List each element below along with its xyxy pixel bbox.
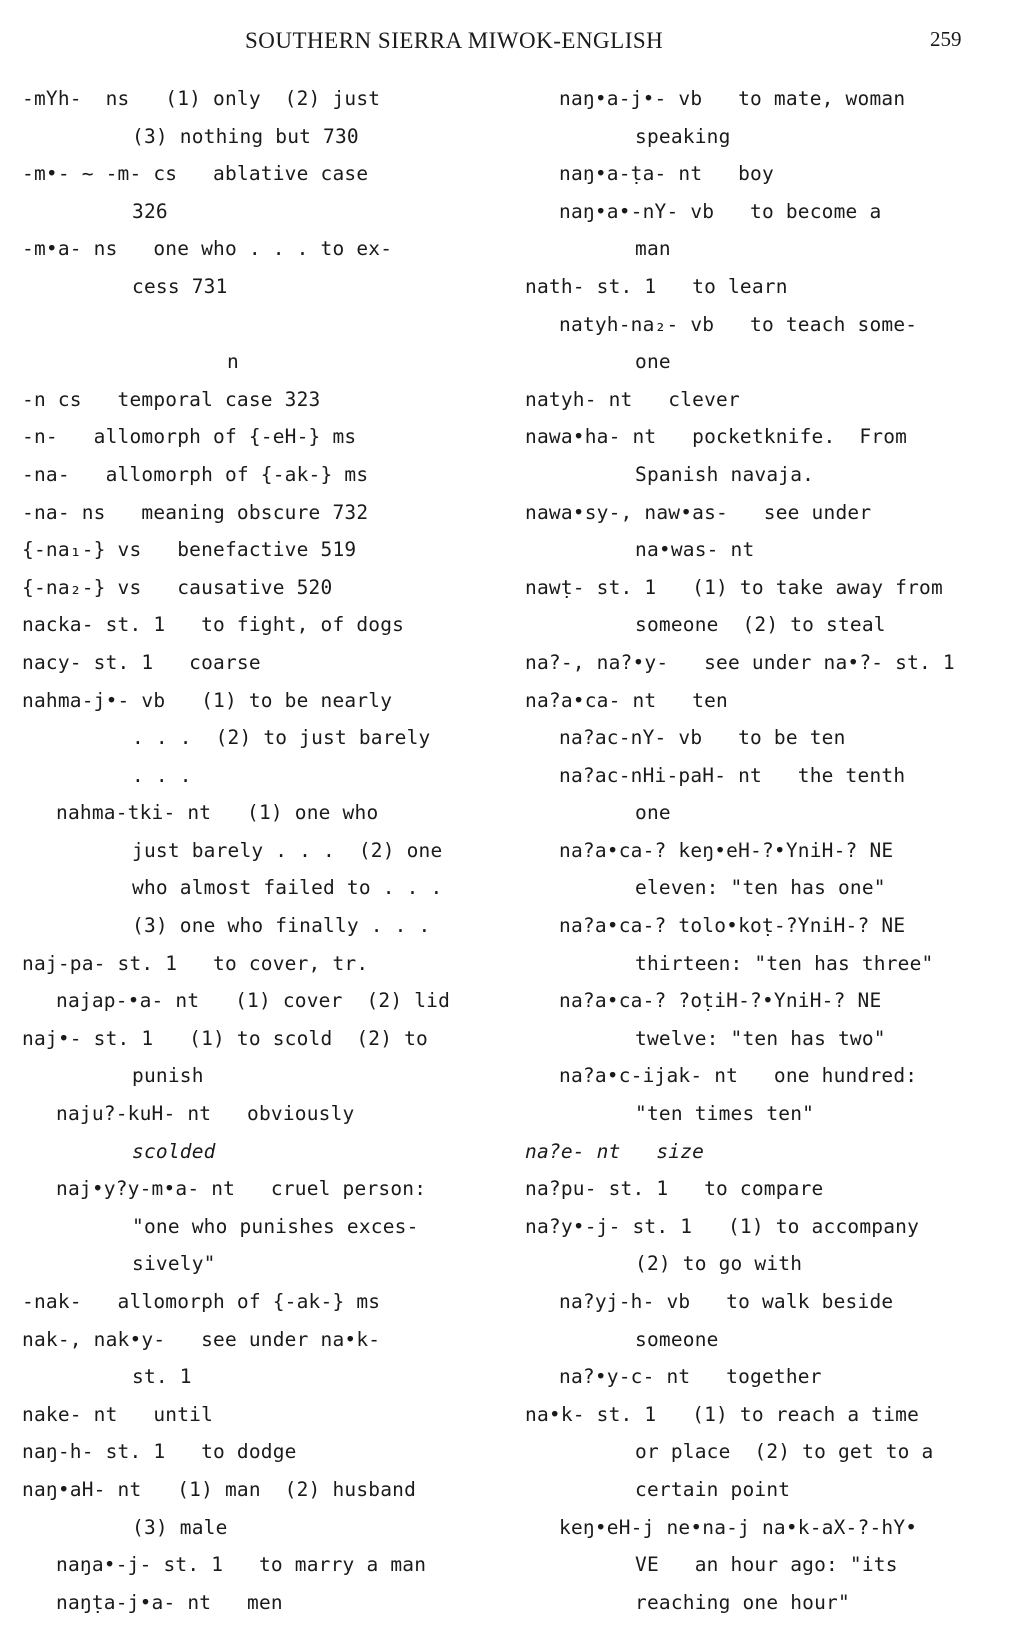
dictionary-line: na?ac-nHi-paH- nt the tenth (559, 763, 906, 787)
dictionary-line: naŋ-h- st. 1 to dodge (22, 1440, 297, 1464)
dictionary-line: na?a•ca-? ?oṭiH-?•YniH-? NE (559, 989, 882, 1013)
dictionary-line: man (635, 237, 671, 261)
dictionary-line: nawṭ- st. 1 (1) to take away from (525, 575, 943, 599)
dictionary-line: naŋ•aH- nt (1) man (2) husband (22, 1477, 417, 1501)
dictionary-line: someone (635, 1327, 719, 1351)
dictionary-line: one (635, 350, 671, 374)
dictionary-line: naŋ•a-ṭa- nt boy (559, 162, 774, 186)
dictionary-line: someone (2) to steal (635, 613, 886, 637)
dictionary-line: (3) male (132, 1515, 228, 1539)
dictionary-line: na?ac-nY- vb to be ten (559, 726, 846, 750)
dictionary-line: na?-, na?•y- see under na•?- st. 1 (525, 650, 955, 674)
dictionary-line: na•k- st. 1 (1) to reach a time (525, 1402, 920, 1426)
dictionary-line: nak-, nak•y- see under na•k- (22, 1327, 381, 1351)
dictionary-line: naju?-kuH- nt obviously (56, 1102, 355, 1126)
dictionary-line: speaking (635, 124, 731, 148)
dictionary-line: -na- allomorph of {-ak-} ms (22, 462, 369, 486)
dictionary-line: (3) nothing but 730 (132, 124, 359, 148)
dictionary-line: -m•- ~ -m- cs ablative case (22, 162, 369, 186)
running-title: SOUTHERN SIERRA MIWOK-ENGLISH (245, 28, 664, 53)
section-letter: n (227, 350, 239, 374)
dictionary-line: "one who punishes exces- (132, 1214, 419, 1238)
dictionary-line: keŋ•eH-j ne•na-j na•k-aX-?-hY• (559, 1515, 918, 1539)
dictionary-line: eleven: "ten has one" (635, 876, 886, 900)
dictionary-line: sively" (132, 1252, 216, 1276)
dictionary-line: naŋ•a•-nY- vb to become a (559, 199, 882, 223)
dictionary-line: na•was- nt (635, 538, 755, 562)
dictionary-line: nawa•ha- nt pocketknife. From (525, 425, 908, 449)
dictionary-line: who almost failed to . . . (132, 876, 443, 900)
dictionary-line: st. 1 (132, 1365, 192, 1389)
dictionary-line: nahma-j•- vb (1) to be nearly (22, 688, 393, 712)
dictionary-line: {-na₁-} vs benefactive 519 (22, 538, 357, 562)
dictionary-line: naj•- st. 1 (1) to scold (2) to (22, 1026, 428, 1050)
dictionary-line: nacy- st. 1 coarse (22, 650, 261, 674)
page-number: 259 (930, 27, 962, 51)
dictionary-line: -n- allomorph of {-eH-} ms (22, 425, 357, 449)
dictionary-line: na?a•ca-? tolo•koṭ-?YniH-? NE (559, 914, 906, 938)
left-column (22, 80, 502, 1621)
dictionary-line: one (635, 801, 671, 825)
dictionary-line: scolded (132, 1139, 216, 1163)
dictionary-line: -nak- allomorph of {-ak-} ms (22, 1290, 381, 1313)
dictionary-line: VE an hour ago: "its (635, 1553, 898, 1577)
dictionary-line: certain point (635, 1477, 791, 1501)
dictionary-line: (3) one who finally . . . (132, 914, 431, 938)
dictionary-line: naj•y?y-m•a- nt cruel person: (56, 1177, 427, 1201)
dictionary-line: najap-•a- nt (1) cover (2) lid (56, 989, 451, 1013)
dictionary-line: natyh-na₂- vb to teach some- (559, 312, 918, 336)
dictionary-line: . . . (132, 763, 192, 787)
dictionary-line: reaching one hour" (635, 1590, 850, 1614)
dictionary-line: {-na₂-} vs causative 520 (22, 575, 333, 599)
dictionary-line: naŋ•a-j•- vb to mate, woman (559, 87, 906, 110)
dictionary-line: cess 731 (132, 274, 228, 298)
dictionary-line: naŋa•-j- st. 1 to marry a man (56, 1553, 427, 1577)
dictionary-line: -m•a- ns one who . . . to ex- (22, 237, 393, 261)
dictionary-line: naŋṭa-j•a- nt men (56, 1590, 283, 1614)
dictionary-line: na?e- nt size (525, 1139, 705, 1163)
dictionary-line: -n cs temporal case 323 (22, 387, 321, 411)
dictionary-line: na?a•c-ijak- nt one hundred: (559, 1064, 918, 1088)
dictionary-line: na?y•-j- st. 1 (1) to accompany (525, 1214, 920, 1238)
dictionary-line: na?•y-c- nt together (559, 1365, 822, 1389)
dictionary-line: na?a•ca- nt ten (525, 688, 728, 712)
dictionary-line: nath- st. 1 to learn (525, 274, 788, 298)
dictionary-line: na?pu- st. 1 to compare (525, 1177, 824, 1201)
page-header (0, 22, 1017, 58)
dictionary-line: nahma-tki- nt (1) one who (56, 801, 379, 825)
dictionary-line: twelve: "ten has two" (635, 1026, 886, 1050)
dictionary-line: punish (132, 1064, 204, 1088)
dictionary-line: 326 (132, 199, 168, 223)
dictionary-line: Spanish navaja. (635, 462, 815, 486)
dictionary-line: natyh- nt clever (525, 387, 740, 411)
dictionary-line: nake- nt until (22, 1402, 214, 1426)
dictionary-line: na?yj-h- vb to walk beside (559, 1290, 894, 1313)
dictionary-line: -na- ns meaning obscure 732 (22, 500, 369, 524)
dictionary-line: "ten times ten" (635, 1102, 815, 1126)
dictionary-line: nacka- st. 1 to fight, of dogs (22, 613, 405, 637)
dictionary-line: naj-pa- st. 1 to cover, tr. (22, 951, 369, 975)
dictionary-line: (2) to go with (635, 1252, 803, 1276)
blank-line (22, 306, 502, 344)
dictionary-line: just barely . . . (2) one (132, 838, 443, 862)
dictionary-line: or place (2) to get to a (635, 1440, 934, 1464)
dictionary-line: nawa•sy-, naw•as- see under (525, 500, 872, 524)
right-column (525, 80, 1005, 1621)
dictionary-line: . . . (2) to just barely (132, 726, 431, 750)
dictionary-line: -mYh- ns (1) only (2) just (22, 87, 381, 110)
dictionary-line: thirteen: "ten has three" (635, 951, 934, 975)
dictionary-line: na?a•ca-? keŋ•eH-?•YniH-? NE (559, 838, 894, 862)
